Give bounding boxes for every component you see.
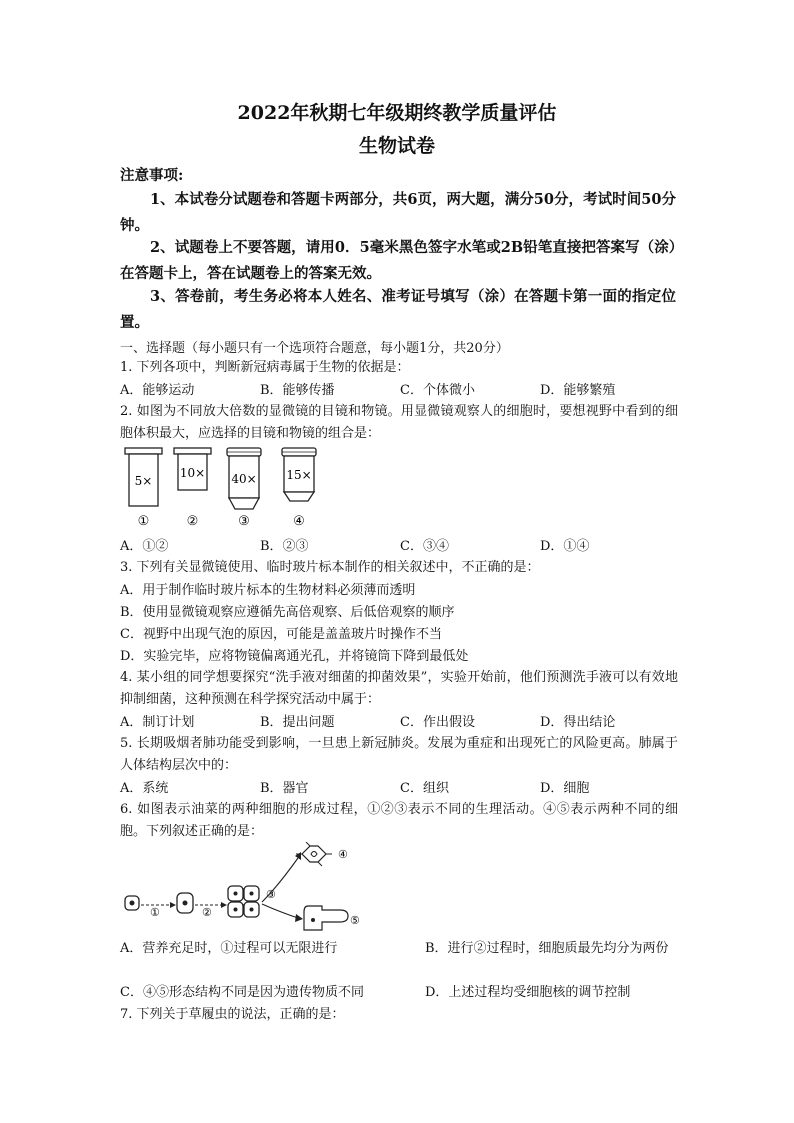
- option-c: C．视野中出现气泡的原因，可能是盖盖玻片时操作不当: [120, 627, 442, 642]
- exam-subtitle: 生物试卷: [358, 135, 435, 157]
- section-heading: 一、选择题（每小题只有一个选项符合题意，每小题1分，共20分）: [120, 341, 509, 356]
- option-a: A．用于制作临时玻片标本的生物材料必须薄而透明: [120, 583, 416, 598]
- option-d: D．①④: [540, 539, 590, 554]
- lens-number-1: ①: [137, 514, 150, 529]
- option-b: B．②③: [260, 539, 309, 554]
- single-cell-icon: [125, 896, 139, 910]
- cell-formation-figure: [118, 842, 368, 934]
- option-d: D．得出结论: [540, 715, 616, 730]
- process-label-5: ⑤: [350, 914, 360, 927]
- option-a: A．系统: [120, 781, 169, 796]
- option-a: A．制订计划: [120, 715, 195, 730]
- option-b: B．使用显微镜观察应遵循先高倍观察、后低倍观察的顺序: [120, 605, 455, 620]
- option-c: C．个体微小: [400, 383, 475, 398]
- option-d: D．上述过程均受细胞核的调节控制: [425, 985, 631, 1000]
- lens-label-3: 40×: [231, 472, 257, 486]
- option-a: A．能够运动: [120, 383, 195, 398]
- notice-heading: 注意事项:: [120, 167, 184, 184]
- question-2-stem: 2. 如图为不同放大倍数的显微镜的目镜和物镜。用显微镜观察人的细胞时，要想视野中看到的细胞体积最大，应选择的目镜和物镜的组合是：: [120, 404, 678, 441]
- notice-item-3: 3、答卷前，考生务必将本人姓名、准考证号填写（涂）在答题卡第一面的指定位置。: [120, 288, 676, 331]
- guard-cell-icon: [296, 842, 332, 866]
- question-3-stem: 3. 下列有关显微镜使用、临时玻片标本制作的相关叙述中，不正确的是：: [120, 560, 540, 575]
- root-hair-cell-icon: [304, 906, 348, 930]
- option-a: A．营养充足时，①过程可以无限进行: [120, 941, 338, 956]
- eyepiece-10x-icon: [174, 448, 211, 529]
- question-7-stem: 7. 下列关于草履虫的说法，正确的是：: [120, 1007, 345, 1022]
- question-1-stem: 1. 下列各项中，判断新冠病毒属于生物的依据是：: [120, 360, 410, 375]
- notice-item-2: 2、试题卷上不要答题，请用0．5毫米黑色签字水笔或2B铅笔直接把答案写（涂）在答题卡上，答在试题卷上的答案无效。: [120, 239, 676, 282]
- lens-label-1: 5×: [134, 474, 153, 488]
- lens-label-2: 10×: [179, 466, 206, 480]
- objective-15x-icon: [282, 448, 316, 529]
- question-4-stem: 4. 某小组的同学想要探究“洗手液对细菌的抑菌效果”，实验开始前，他们预测洗手液可以有效地抑制细菌，这种预测在科学探究活动中属于：: [120, 670, 678, 707]
- option-c: C．组织: [400, 781, 449, 796]
- option-b: B．能够传播: [260, 383, 335, 398]
- option-c: C．④⑤形态结构不同是因为遗传物质不同: [120, 985, 364, 1000]
- lens-label-4: 15×: [286, 468, 312, 482]
- option-d: D．实验完毕，应将物镜偏离通光孔，并将镜筒下降到最低处: [120, 649, 469, 664]
- option-a: A．①②: [120, 539, 169, 554]
- process-label-3: ③: [266, 888, 276, 901]
- option-b: B．器官: [260, 781, 309, 796]
- option-c: C．③④: [400, 539, 449, 554]
- option-d: D．细胞: [540, 781, 590, 796]
- option-c: C．作出假设: [400, 715, 475, 730]
- option-b: B．进行②过程时，细胞质最先均分为两份: [425, 941, 669, 956]
- option-d: D．能够繁殖: [540, 383, 616, 398]
- process-label-2: ②: [202, 906, 212, 919]
- question-5-stem: 5. 长期吸烟者肺功能受到影响，一旦患上新冠肺炎。发展为重症和出现死亡的风险更高。肺属于人体结构层次中的：: [120, 736, 678, 773]
- divided-cells-icon: [228, 886, 259, 917]
- lens-number-2: ②: [186, 514, 199, 529]
- process-label-4: ④: [338, 848, 348, 861]
- objective-40x-icon: [227, 448, 261, 529]
- exam-title: 2022年秋期七年级期终教学质量评估: [237, 102, 557, 124]
- question-6-stem: 6. 如图表示油菜的两种细胞的形成过程，①②③表示不同的生理活动。④⑤表示两种不同的细胞。下列叙述正确的是：: [120, 802, 678, 839]
- question-5-options: [120, 777, 680, 799]
- notice-item-1: 1、本试卷分试题卷和答题卡两部分，共6页，两大题，满分50分，考试时间50分钟。: [120, 191, 676, 234]
- microscope-lens-figure: [118, 446, 338, 531]
- process-label-1: ①: [150, 906, 160, 919]
- lens-number-4: ④: [293, 514, 305, 529]
- question-4-options: [120, 711, 680, 733]
- question-1-options: [120, 379, 680, 401]
- question-2-options: [120, 535, 680, 557]
- option-b: B．提出问题: [260, 715, 335, 730]
- lens-number-3: ③: [238, 514, 250, 529]
- enlarged-cell-icon: [177, 893, 193, 913]
- eyepiece-5x-icon: [125, 448, 162, 529]
